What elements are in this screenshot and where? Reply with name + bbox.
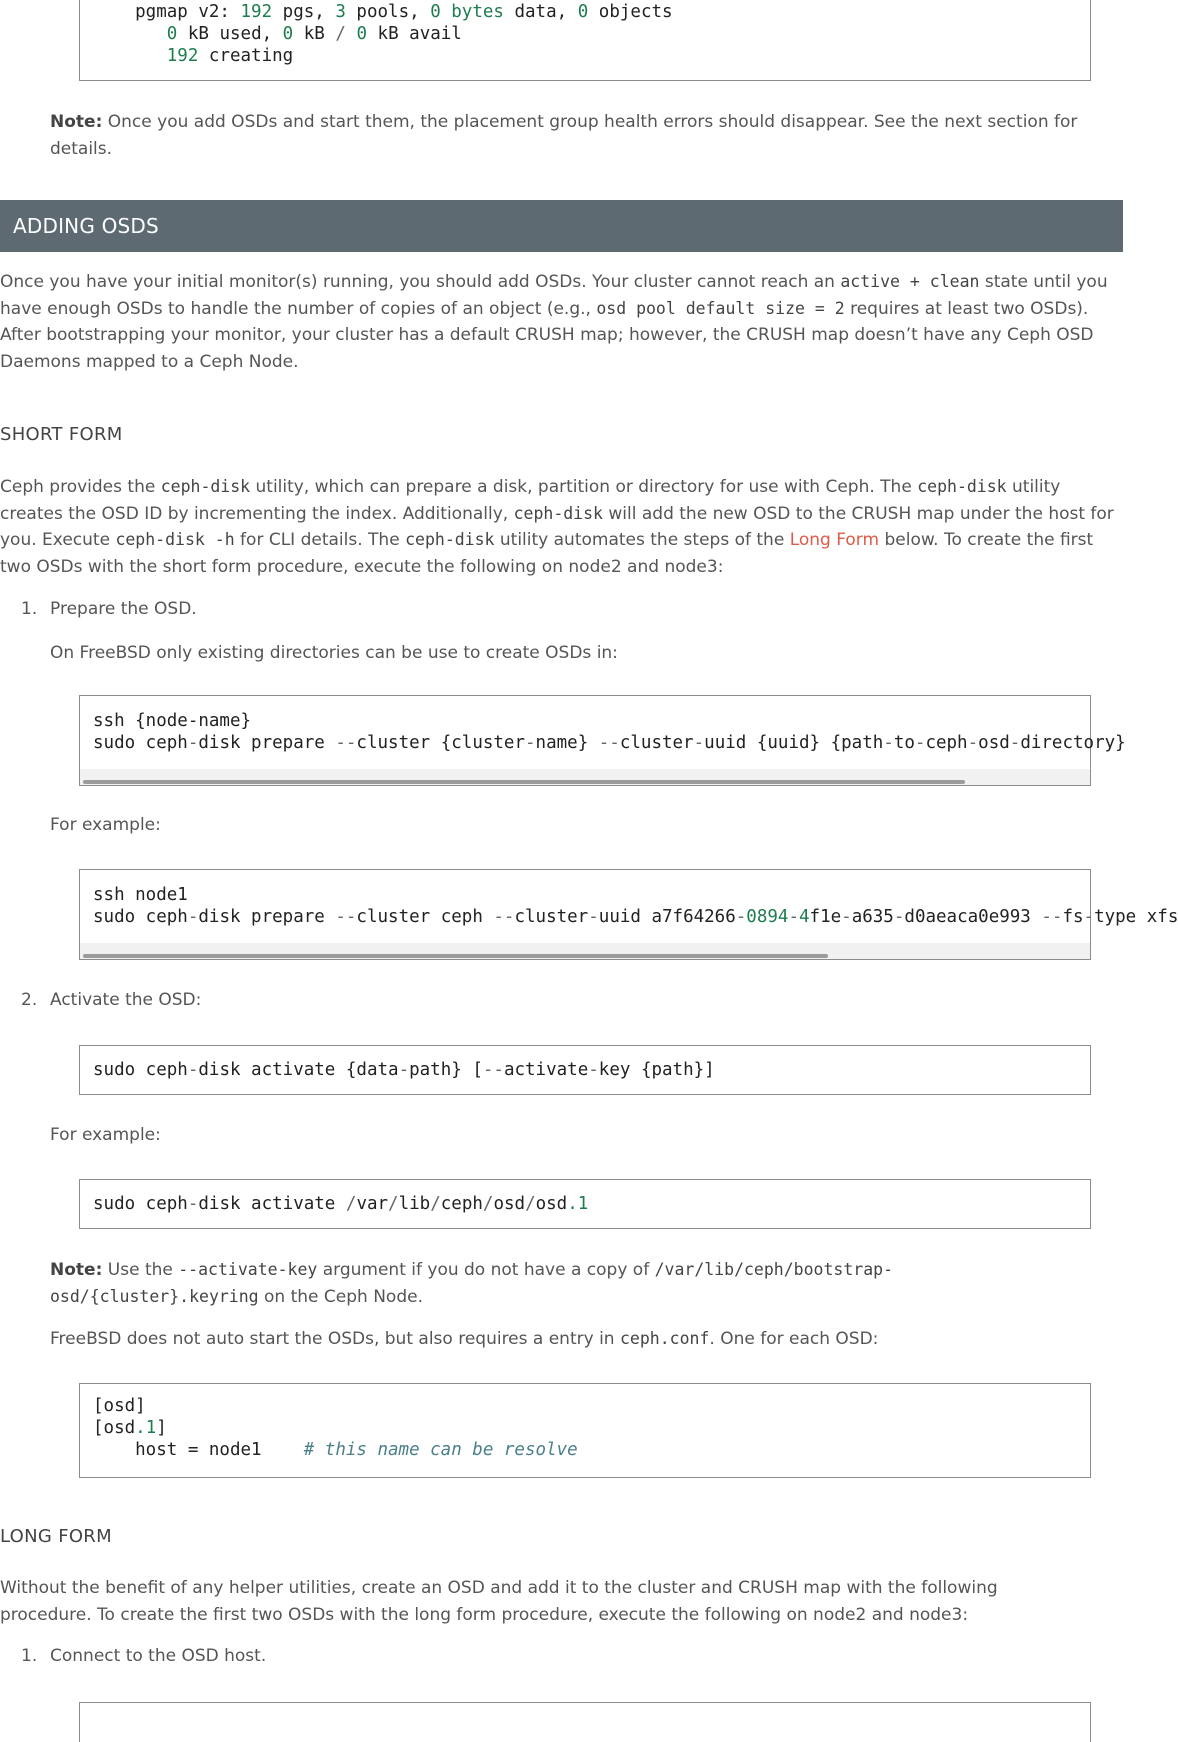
intro-paragraph: Once you have your initial monitor(s) running, you should add OSDs. Your cluster cannot reach an active + clean state until you have enough OSDs to handle the number of copies of an object (e.g., osd pool default size = 2 requires at least two OSDs). After bootstrapping your monitor, your cluster has a default CRUSH map; however, the CRUSH map doesn’t have any Ceph OSD Daemons mapped to a Ceph Node. — [0, 272, 1108, 372]
section-title: ADDING OSDS — [13, 214, 159, 238]
long-step-1-number: 1. — [21, 1646, 38, 1666]
scrollbar-thumb[interactable] — [83, 954, 828, 958]
horizontal-scrollbar[interactable] — [80, 769, 1090, 785]
freebsd-prepare-note: On FreeBSD only existing directories can be use to create OSDs in: — [50, 643, 618, 663]
prepare-example-code-block[interactable]: ssh node1 sudo ceph-disk prepare --cluster ceph --cluster-uuid a7f64266-0894-4f1e-a635-d0aeaca0e993 --fs-type xfs — [79, 869, 1091, 960]
activate-key-note: Note: Use the --activate-key argument if you do not have a copy of /var/lib/ceph/bootstrap-osd/{cluster}.keyring on the Ceph Node. — [50, 1260, 894, 1307]
long-form-paragraph: Without the benefit of any helper utilities, create an OSD and add it to the cluster and CRUSH map with the following procedure. To create the first two OSDs with the long form procedure, execute the following on node2 and node3: — [0, 1578, 998, 1625]
prepare-template-code-block[interactable]: ssh {node-name} sudo ceph-disk prepare --cluster {cluster-name} --cluster-uuid {uuid} {path-to-ceph-osd-directory} — [79, 695, 1091, 786]
freebsd-ceph-conf-note: FreeBSD does not auto start the OSDs, but also requires a entry in ceph.conf. One for each OSD: — [50, 1329, 879, 1349]
pgmap-code-block: pgmap v2: 192 pgs, 3 pools, 0 bytes data, 0 objects 0 kB used, 0 kB / 0 kB avail 192 creating — [79, 0, 1091, 81]
connect-host-code-block — [79, 1702, 1091, 1742]
scrollbar-thumb[interactable] — [83, 780, 965, 784]
section-banner-adding-osds — [0, 200, 1123, 252]
step-2-number: 2. — [21, 990, 38, 1010]
activate-template-code-block: sudo ceph-disk activate {data-path} [--activate-key {path}] — [79, 1045, 1091, 1095]
short-form-heading: SHORT FORM — [0, 424, 123, 445]
for-example-label-1: For example: — [50, 815, 161, 835]
horizontal-scrollbar[interactable] — [80, 943, 1090, 959]
ceph-conf-code-block: [osd] [osd.1] host = node1 # this name can be resolve — [79, 1383, 1091, 1478]
step-2-label: Activate the OSD: — [50, 990, 202, 1010]
step-1-number: 1. — [21, 599, 38, 619]
long-step-1-label: Connect to the OSD host. — [50, 1646, 267, 1666]
long-form-link[interactable]: Long Form — [789, 530, 880, 550]
long-form-heading: LONG FORM — [0, 1526, 112, 1547]
note-placement-groups: Note: Once you add OSDs and start them, the placement group health errors should disappear. See the next section for details. — [50, 112, 1078, 159]
activate-example-code-block: sudo ceph-disk activate /var/lib/ceph/osd/osd.1 — [79, 1179, 1091, 1229]
short-form-paragraph: Ceph provides the ceph-disk utility, which can prepare a disk, partition or directory for use with Ceph. The ceph-disk utility creates the OSD ID by incrementing the index. Additionally, ceph-disk will add the new OSD to the CRUSH map under the host for you. Execute ceph-disk -h for CLI details. The ceph-disk utility automates the steps of the Long Form below. To create the first two OSDs with the short form procedure, execute the following on node2 and node3: — [0, 477, 1114, 577]
for-example-label-2: For example: — [50, 1125, 161, 1145]
step-1-label: Prepare the OSD. — [50, 599, 197, 619]
